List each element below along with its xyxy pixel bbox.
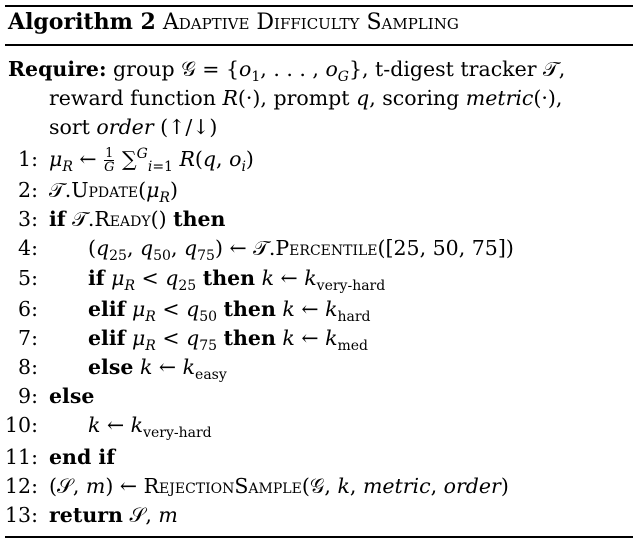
algorithm-line-5 [0, 266, 643, 295]
line-number: 4: [18, 236, 38, 260]
algorithm-line-4 [0, 236, 643, 265]
line-number: 2: [18, 178, 38, 202]
algorithm-line-2 [0, 178, 643, 207]
line-code: else [49, 384, 95, 408]
line-number: 7: [18, 326, 38, 350]
line-code: $\mu_R$ ← $\frac{1}{G}$ ∑$^G_{i=1}$ R(q, $o_i$) [49, 146, 254, 175]
require-line-3: sort order (↑/↓) [49, 115, 218, 139]
line-code: ($q_{25}$, $q_{50}$, $q_{75}$) ← 𝒯.Percentile([25, 50, 75]) [88, 236, 514, 264]
line-number: 1: [18, 147, 38, 171]
algorithm-label: Algorithm 2 [8, 9, 156, 35]
algorithm-line-7 [0, 326, 643, 355]
require-line-2: reward function R(·), prompt q, scoring metric(·), [49, 86, 563, 110]
line-number: 9: [18, 384, 38, 408]
line-number: 13: [5, 503, 38, 527]
line-code: end if [49, 445, 116, 469]
title-rule [5, 44, 633, 46]
line-code: return 𝒮, m [49, 503, 178, 527]
line-number: 11: [5, 445, 38, 469]
bottom-rule [5, 536, 633, 538]
line-code: k ← $k_{very-hard}$ [88, 413, 212, 441]
algorithm-line-3 [0, 207, 643, 236]
line-code: if $\mu_R < q_{25}$ then k ← $k_{very-hard}$ [88, 266, 386, 294]
algorithm-line-1 [0, 147, 643, 176]
top-rule [5, 5, 633, 7]
line-number: 12: [5, 474, 38, 498]
algorithm-line-12 [0, 474, 643, 503]
line-number: 3: [18, 207, 38, 231]
algorithm-name: Adaptive Difficulty Sampling [162, 10, 459, 35]
algorithm-title [8, 9, 459, 35]
require-line-1: Require: group 𝒢 = {$o_1$, . . . , $o_G$}, t-digest tracker 𝒯, [8, 57, 566, 85]
algorithm-line-6 [0, 297, 643, 326]
line-number: 10: [5, 413, 38, 437]
line-number: 6: [18, 297, 38, 321]
algorithm-line-13 [0, 503, 643, 532]
algorithm-line-10 [0, 413, 643, 442]
line-code: elif $\mu_R < q_{50}$ then k ← $k_{hard}$ [88, 297, 371, 325]
algorithm-line-11 [0, 445, 643, 474]
line-code: (𝒮, m) ← RejectionSample(𝒢, k, metric, order) [49, 474, 509, 498]
line-code: else k ← $k_{easy}$ [88, 355, 227, 383]
line-code: if 𝒯.Ready() then [49, 207, 226, 231]
algorithm-line-8 [0, 355, 643, 384]
line-code: elif $\mu_R < q_{75}$ then k ← $k_{med}$ [88, 326, 369, 354]
line-code: $𝒯.Update(\mu_R)$ [49, 178, 178, 206]
line-number: 8: [18, 355, 38, 379]
line-number: 5: [18, 266, 38, 290]
require-keyword: Require: [8, 57, 107, 81]
algorithm-line-9 [0, 384, 643, 413]
